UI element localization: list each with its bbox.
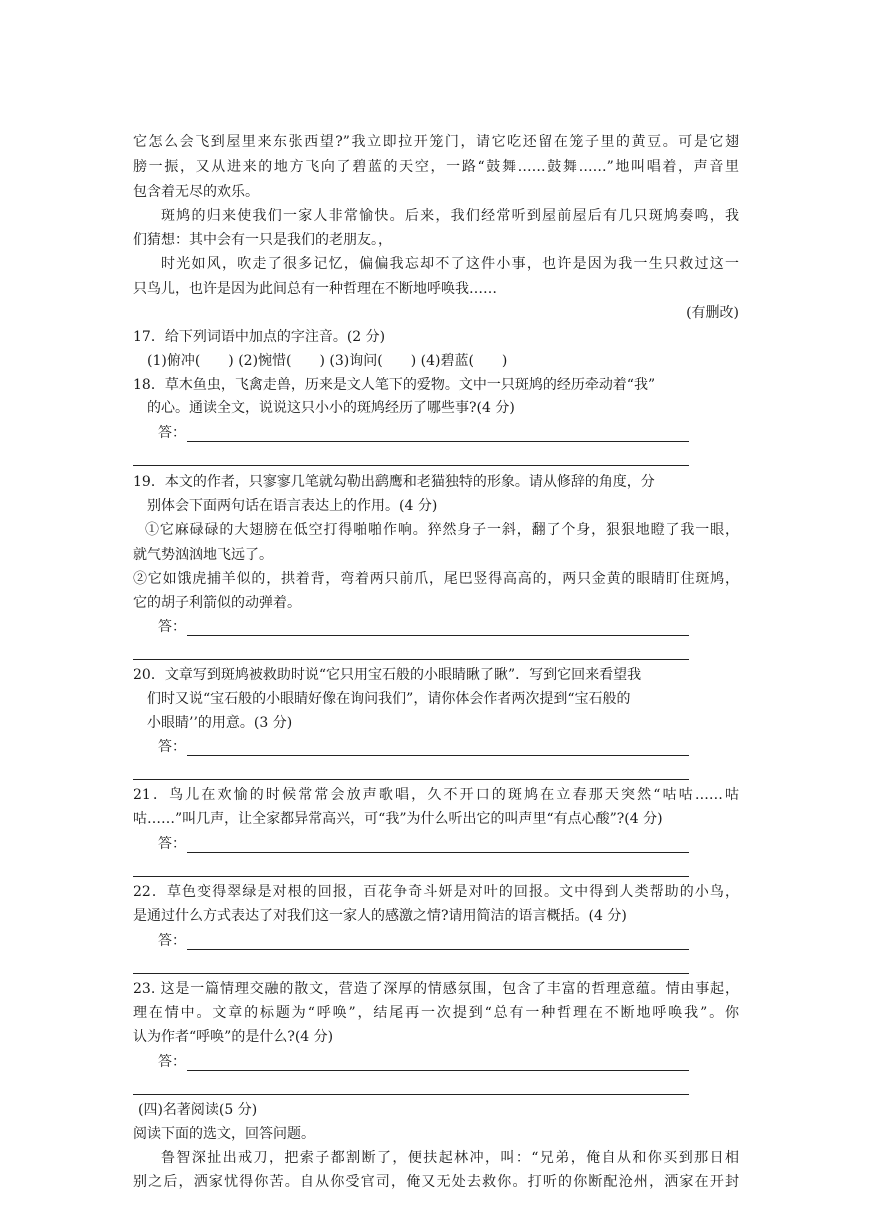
- revision-note: (有删改): [686, 305, 739, 321]
- question-17: 17．给下列词语中加点的字注音。(2 分): [133, 329, 386, 345]
- excerpt-line: 别之后，洒家忧得你苦。自从你受官司，俺又无处去救你。打听的你断配沧州，洒家在开封: [133, 1174, 739, 1190]
- answer-label: 答：: [158, 619, 186, 635]
- question-23-line: 理在情中。文章的标题为“呼唤”，结尾再一次提到“总有一种哲理在不断地呼唤我”。你: [133, 1005, 739, 1021]
- question-21: 21．鸟儿在欢愉的时候常常会放声歌唱，久不开口的斑鸠在立春那天突然“咕咕……咕: [133, 787, 739, 803]
- question-20-line: 们时又说“宝石般的小眼睛好像在询问我们”，请你体会作者两次提到“宝石般的: [147, 691, 631, 707]
- answer-line[interactable]: [187, 441, 689, 442]
- question-17-items: (1)俯冲( ) (2)惋惜( ) (3)询问( ) (4)碧蓝( ): [147, 353, 508, 369]
- question-20: 20．文章写到斑鸠被救助时说“它只用宝石般的小眼睛瞅了瞅”．写到它回来看望我: [133, 667, 642, 683]
- answer-line[interactable]: [133, 973, 689, 974]
- quoted-sentence-1-cont: 就气势汹汹地飞远了。: [133, 547, 273, 563]
- question-23: 23. 这是一篇情理交融的散文，营造了深厚的情感氛围，包含了丰富的哲理意蕴。情由事起，: [133, 981, 739, 997]
- answer-label: 答：: [158, 1054, 186, 1070]
- answer-label: 答：: [158, 933, 186, 949]
- answer-label: 答：: [158, 739, 186, 755]
- quoted-sentence-1: ①它麻碌碌的大翅膀在低空打得啪啪作响。猝然身子一斜，翻了个身，狠狠地瞪了我一眼，: [145, 522, 739, 538]
- question-23-line: 认为作者“呼唤”的是什么?(4 分): [133, 1029, 334, 1045]
- answer-line[interactable]: [133, 1094, 689, 1095]
- passage-line: 包含着无尽的欢乐。: [133, 184, 259, 200]
- quoted-sentence-2-cont: 它的胡子利箭似的动弹着。: [133, 595, 301, 611]
- passage-line: 时光如风，吹走了很多记忆，偏偏我忘却不了这件小事，也许是因为我一生只救过这一: [161, 256, 739, 272]
- answer-line[interactable]: [187, 1070, 689, 1071]
- answer-label: 答：: [158, 425, 186, 441]
- passage-line: 膀一振，又从进来的地方飞向了碧蓝的天空，一路“鼓舞……鼓舞……”地叫唱着，声音里: [133, 159, 739, 175]
- answer-line[interactable]: [133, 779, 689, 780]
- answer-line[interactable]: [187, 949, 689, 950]
- passage-line: 斑鸠的归来使我们一家人非常愉快。后来，我们经常听到屋前屋后有几只斑鸠奏鸣，我: [161, 208, 739, 224]
- answer-line[interactable]: [133, 465, 689, 466]
- answer-label: 答：: [158, 836, 186, 852]
- section-heading: (四)名著阅读(5 分): [138, 1102, 258, 1118]
- quoted-sentence-2: ②它如饿虎捕羊似的，拱着背，弯着两只前爪，尾巴竖得高高的，两只金黄的眼睛盯住斑鸠，: [133, 571, 739, 587]
- passage-line: 们猜想：其中会有一只是我们的老朋友。，: [133, 232, 392, 248]
- passage-line: 它怎么会飞到屋里来东张西望?”我立即拉开笼门，请它吃还留在笼子里的黄豆。可是它翅: [133, 134, 739, 150]
- question-22: 22．草色变得翠绿是对根的回报，百花争奇斗妍是对叶的回报。文中得到人类帮助的小鸟，: [133, 884, 739, 900]
- answer-line[interactable]: [187, 755, 689, 756]
- question-21-line: 咕……”叫几声，让全家都异常高兴，可“我”为什么听出它的叫声里“有点心酸”?(4 分): [133, 811, 663, 827]
- section-instruction: 阅读下面的选文，回答问题。: [133, 1126, 315, 1142]
- question-20-line: 小眼睛’’的用意。(3 分): [147, 715, 293, 731]
- excerpt-line: 鲁智深扯出戒刀，把索子都割断了，便扶起林冲，叫：“兄弟，俺自从和你买到那日相: [161, 1150, 739, 1166]
- passage-line: 只鸟儿，也许是因为此间总有一种哲理在不断地呼唤我……: [133, 281, 497, 297]
- answer-line[interactable]: [133, 876, 689, 877]
- question-19: 19．本文的作者，只寥寥几笔就勾勒出鹞鹰和老猫独特的形象。请从修辞的角度，分: [133, 474, 655, 490]
- answer-line[interactable]: [187, 635, 689, 636]
- question-18-line: 的心。通读全文，说说这只小小的斑鸠经历了哪些事?(4 分): [147, 400, 515, 416]
- question-19-line: 别体会下面两句话在语言表达上的作用。(4 分): [147, 498, 438, 514]
- answer-line[interactable]: [133, 659, 689, 660]
- answer-line[interactable]: [187, 852, 689, 853]
- question-18: 18．草木鱼虫，飞禽走兽，历来是文人笔下的爱物。文中一只斑鸠的经历牵动着“我”: [133, 377, 656, 393]
- question-22-line: 是通过什么方式表达了对我们这一家人的感激之情?请用简洁的语言概括。(4 分): [133, 908, 627, 924]
